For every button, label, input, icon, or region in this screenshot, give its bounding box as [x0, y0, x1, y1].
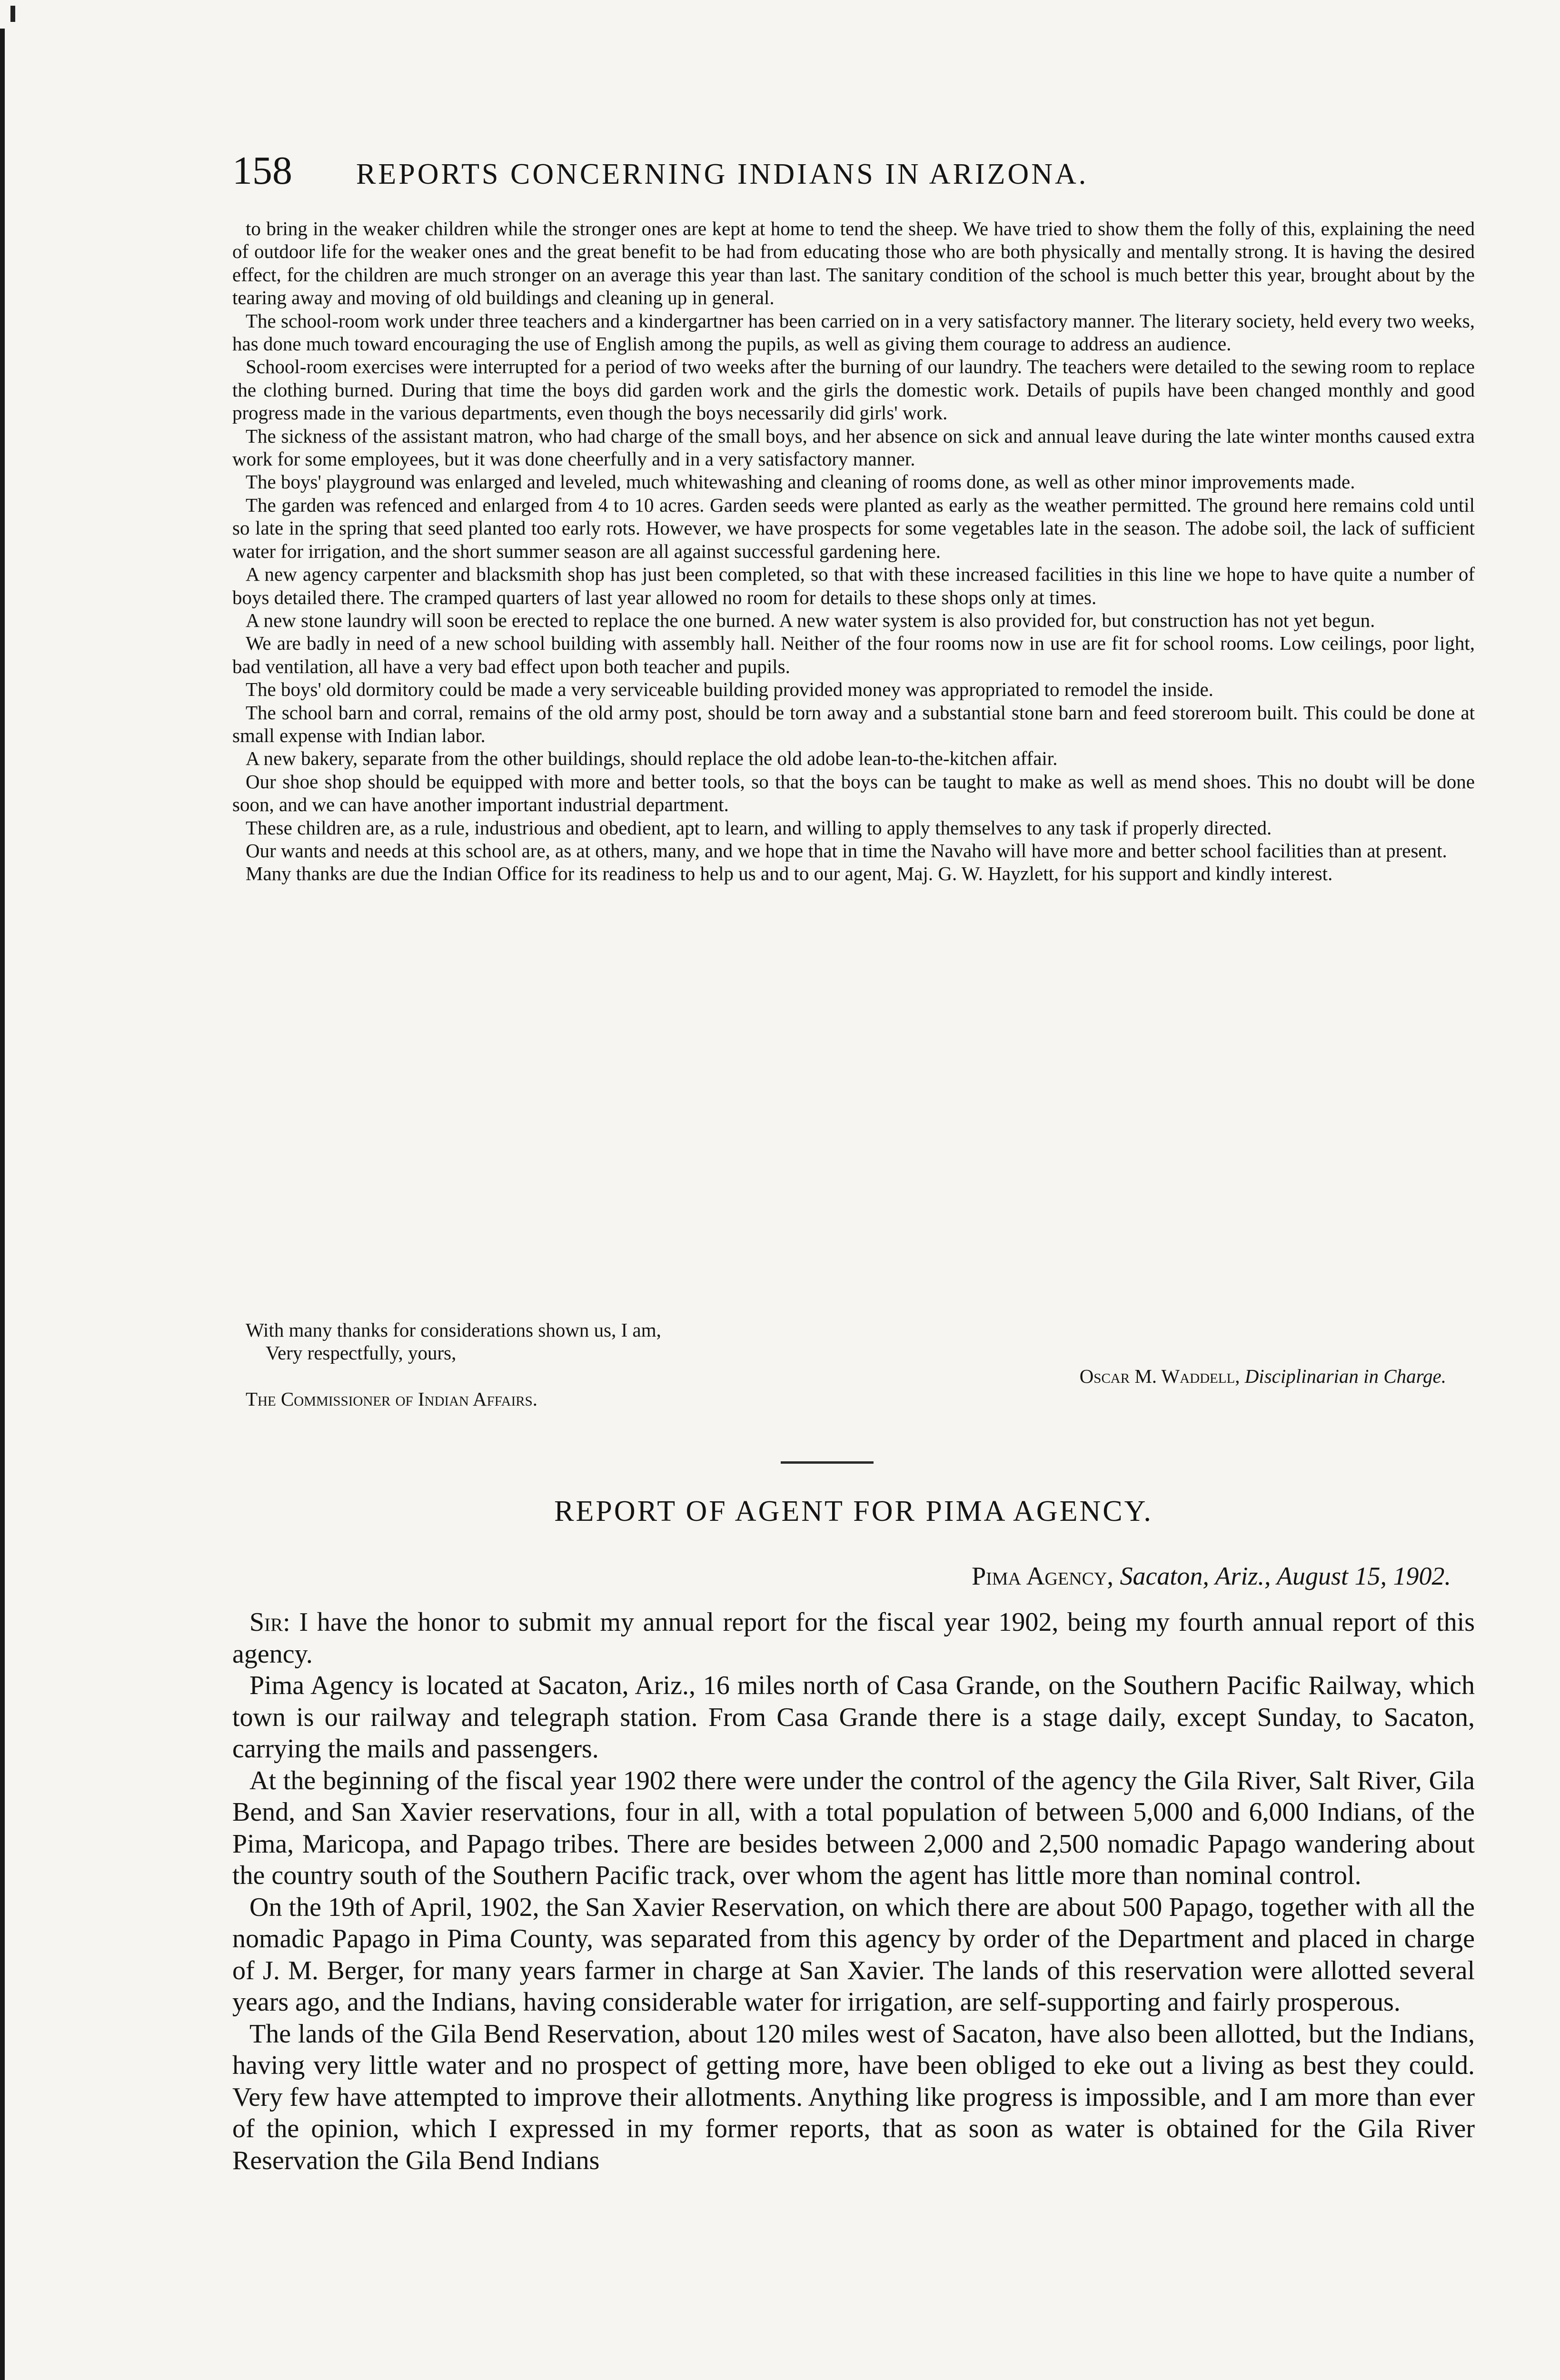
pima-report-body: [232, 1606, 1475, 2176]
first-paragraph-text: I have the honor to submit my annual report for the fiscal year 1902, being my fourth annual report of this agency.: [232, 1607, 1475, 1669]
pima-paragraph: [232, 1606, 1475, 1670]
school-paragraph: Our shoe shop should be equipped with more and better tools, so that the boys can be taught to make as well as mend shoes. This no doubt will be done soon, and we can have another important industrial department.: [232, 770, 1475, 816]
pima-paragraph: Pima Agency is located at Sacaton, Ariz., 16 miles north of Casa Grande, on the Southern Pacific Railway, which town is our railway and telegraph station. From Casa Grande there is a stage daily, except Sunday, to Sacaton, carrying the mails and passengers.: [232, 1671, 1475, 1764]
page-edge-top: [0, 0, 1560, 29]
school-paragraph: The school barn and corral, remains of the old army post, should be torn away and a substantial stone barn and feed storeroom built. This could be done at small expense with Indian labor.: [232, 701, 1475, 746]
school-report-body: [232, 217, 1475, 885]
school-paragraph: Many thanks are due the Indian Office for its readiness to help us and to our agent, Maj. G. W. Hayzlett, for his support and kindly interest.: [246, 863, 1333, 885]
school-paragraph: The school-room work under three teachers and a kindergartner has been carried on in a very satisfactory manner. The literary society, held every two weeks, has done much toward encouraging the use of English among the pupils, as well as giving them courage to address an audience.: [232, 309, 1475, 355]
salutation: Sir:: [249, 1607, 290, 1637]
signature: [232, 1365, 1475, 1388]
school-paragraph: A new agency carpenter and blacksmith shop has just been completed, so that with these increased facilities in this line we hope to have quite a number of boys detailed there. The cramped quarters of last year allowed no room for details to these shops only at times.: [232, 563, 1475, 608]
closing-respect: Very respectfully, yours,: [266, 1342, 457, 1364]
school-paragraph: Our wants and needs at this school are, as at others, many, and we hope that in time the Navaho will have more and better school facilities than at present.: [246, 839, 1447, 862]
pima-paragraph: On the 19th of April, 1902, the San Xavier Reservation, on which there are about 500 Papago, together with all the nomadic Papago in Pima County, was separated from this agency by order of the Department and placed in charge of J. M. Berger, for many years farmer in charge at San Xavier. The lands of this reservation were allotted several years ago, and the Indians, having considerable water for irrigation, are self-supporting and fairly prosperous.: [232, 1892, 1475, 2017]
school-report-closing: [232, 1319, 1475, 1411]
dateline-agency: Pima Agency,: [972, 1562, 1113, 1590]
school-paragraph: A new stone laundry will soon be erected to replace the one burned. A new water system is also provided for, but construction has not yet begun.: [246, 609, 1375, 631]
pima-paragraph: The lands of the Gila Bend Reservation, about 120 miles west of Sacaton, have also been allotted, but the Indians, having very little water and no prospect of getting more, have been obliged to eke out a living as best they could. Very few have attempted to improve their allotments. Anything like progress is impossible, and I am more than ever of the opinion, which I expressed in my former reports, that as soon as water is obtained for the Gila River Reservation the Gila Bend Indians: [232, 2019, 1475, 2175]
pima-report-title: REPORT OF AGENT FOR PIMA AGENCY.: [554, 1495, 1153, 1527]
school-paragraph: School-room exercises were interrupted for a period of two weeks after the burning of our laundry. The teachers were detailed to the sewing room to replace the clothing burned. During that time the boys did garden work and the girls the domestic work. Details of pupils have been changed monthly and good progress made in the various departments, even though the boys necessarily did girls' work.: [232, 356, 1475, 424]
dateline-place-date: Sacaton, Ariz., August 15, 1902.: [1120, 1562, 1451, 1590]
school-paragraph: A new bakery, separate from the other buildings, should replace the old adobe lean-to-the-kitchen affair.: [246, 747, 1058, 770]
closing-thanks: With many thanks for considerations shown us, I am,: [246, 1319, 661, 1341]
school-paragraph: These children are, as a rule, industrious and obedient, apt to learn, and willing to apply themselves to any task if properly directed.: [246, 816, 1272, 839]
school-paragraph: The sickness of the assistant matron, who had charge of the small boys, and her absence on sick and annual leave during the late winter months caused extra work for some employees, but it was done cheerfully and in a very satisfactory manner.: [232, 425, 1475, 470]
school-paragraph: We are badly in need of a new school building with assembly hall. Neither of the four rooms now in use are fit for school rooms. Low ceilings, poor light, bad ventilation, all have a very bad effect upon both teacher and pupils.: [232, 632, 1475, 677]
pima-paragraph: At the beginning of the fiscal year 1902 there were under the control of the agency the Gila River, Salt River, Gila Bend, and San Xavier reservations, four in all, with a total population of between 5,000 and 6,000 Indians, of the Pima, Maricopa, and Papago tribes. There are besides between 2,000 and 2,500 nomadic Papago wandering about the country south of the Southern Pacific track, over whom the agent has little more than nominal control.: [232, 1765, 1475, 1890]
section-divider: [781, 1461, 874, 1464]
page-edge-left: [0, 29, 5, 2380]
school-paragraph: The garden was refenced and enlarged from 4 to 10 acres. Garden seeds were planted as early as the weather permitted. The ground here remains cold until so late in the spring that seed planted too early rots. However, we have prospects for some vegetables late in the season. The adobe soil, the lack of sufficient water for irrigation, and the short summer season are all against successful gardening here.: [232, 494, 1475, 562]
page-header: [232, 148, 1470, 193]
addressee: The Commissioner of Indian Affairs.: [246, 1388, 538, 1410]
signature-title: Disciplinarian in Charge.: [1244, 1365, 1446, 1387]
school-paragraph: to bring in the weaker children while the stronger ones are kept at home to tend the sheep. We have tried to show them the folly of this, explaining the need of outdoor life for the weaker ones and the great benefit to be had from educating those who are both physically and mentally strong. It is having the desired effect, for the children are much stronger on an average this year than last. The sanitary condition of the school is much better this year, brought about by the tearing away and moving of old buildings and cleaning up in general.: [232, 218, 1475, 309]
scan-corner-mark: [10, 6, 15, 22]
school-paragraph: The boys' playground was enlarged and leveled, much whitewashing and cleaning of rooms done, as well as other minor improvements made.: [246, 471, 1355, 493]
signature-name: Oscar M. Waddell,: [1079, 1365, 1240, 1387]
running-title: REPORTS CONCERNING INDIANS IN ARIZONA.: [356, 158, 1089, 190]
pima-dateline: [232, 1561, 1451, 1591]
school-paragraph: The boys' old dormitory could be made a very serviceable building provided money was appropriated to remodel the inside.: [246, 678, 1213, 701]
page-number: 158: [232, 149, 292, 193]
